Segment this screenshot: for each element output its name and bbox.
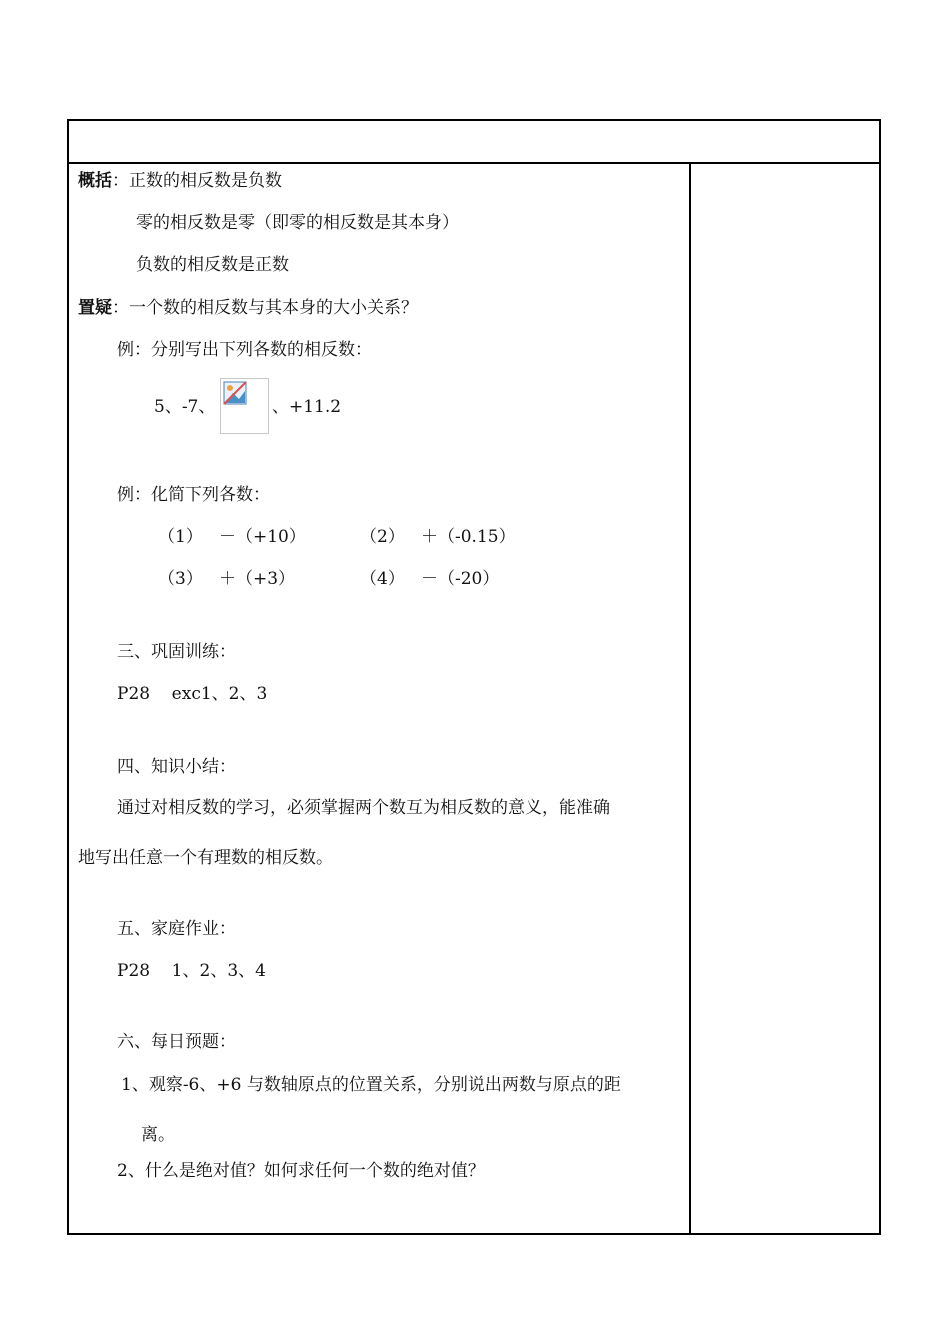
image-placeholder-icon	[223, 381, 247, 405]
section6-question-1-line-1: 1、观察-6、+6 与数轴原点的位置关系，分别说出两数与原点的距	[121, 1075, 621, 1095]
summary-line-1: 概括：正数的相反数是负数	[78, 171, 282, 191]
section3-text: P28 exc1、2、3	[117, 684, 268, 704]
header-row-divider	[67, 162, 881, 164]
section3-heading: 三、巩固训练：	[117, 642, 236, 662]
example2-item-2-expr: ＋（-0.15）	[421, 527, 516, 547]
section4-line-2: 地写出任意一个有理数的相反数。	[78, 848, 333, 868]
example1-numbers-after: 、+11.2	[272, 397, 342, 417]
summary-text-1: 正数的相反数是负数	[129, 171, 282, 191]
section5-heading: 五、家庭作业：	[117, 919, 236, 939]
table-frame	[67, 119, 881, 1235]
broken-image-icon	[220, 378, 269, 434]
doubt-line: 置疑：一个数的相反数与其本身的大小关系？	[78, 298, 418, 318]
section5-text: P28 1、2、3、4	[117, 961, 266, 981]
doubt-label: 置疑	[78, 298, 112, 318]
section4-heading: 四、知识小结：	[117, 757, 236, 777]
example2-item-2-num: （2）	[360, 527, 405, 547]
example2-item-3-num: （3）	[158, 569, 203, 589]
section4-line-1: 通过对相反数的学习，必须掌握两个数互为相反数的意义，能准确	[117, 798, 610, 818]
example1-numbers-before: 5、-7、	[154, 397, 216, 417]
section6-question-1-line-2: 离。	[141, 1125, 175, 1145]
example2-item-4-expr: －（-20）	[421, 569, 500, 589]
summary-line-2: 零的相反数是零（即零的相反数是其本身）	[136, 213, 459, 233]
column-divider	[689, 162, 691, 1235]
example2-title: 例：化简下列各数：	[117, 485, 270, 505]
doubt-text: 一个数的相反数与其本身的大小关系？	[129, 298, 418, 318]
example2-item-1-num: （1）	[158, 527, 203, 547]
summary-label: 概括	[78, 171, 112, 191]
summary-line-3: 负数的相反数是正数	[136, 255, 289, 275]
example2-item-3-expr: ＋（+3）	[219, 569, 296, 589]
example2-item-1-expr: －（+10）	[219, 527, 306, 547]
section6-heading: 六、每日预题：	[117, 1032, 236, 1052]
section6-question-2: 2、什么是绝对值？如何求任何一个数的绝对值？	[117, 1161, 485, 1181]
example1-title: 例：分别写出下列各数的相反数：	[117, 340, 372, 360]
example2-item-4-num: （4）	[360, 569, 405, 589]
